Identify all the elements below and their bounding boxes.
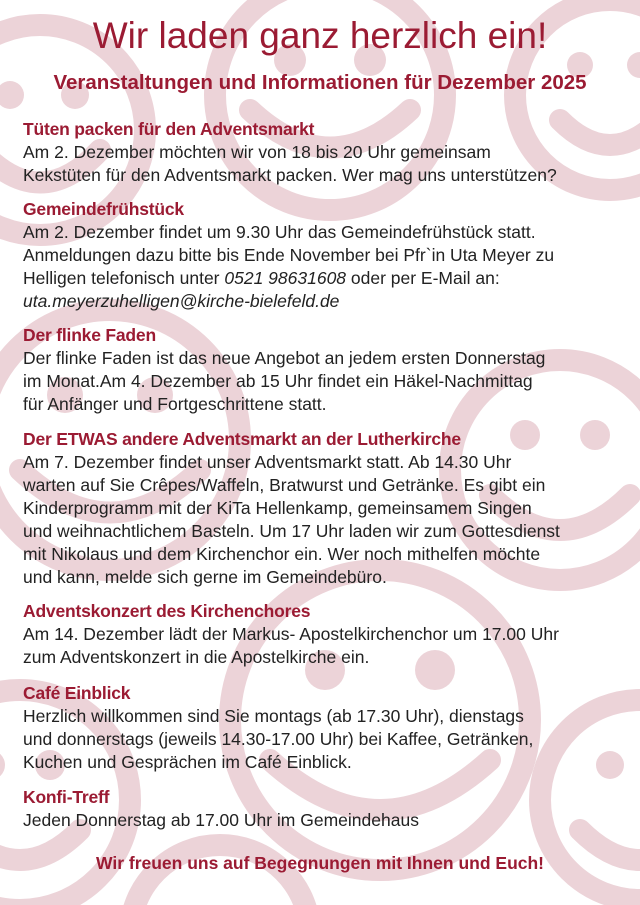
- section-adventsmarkt: [23, 428, 623, 589]
- body-line: Herzlich willkommen sind Sie montags (ab 17.30 Uhr), dienstags: [23, 706, 524, 726]
- closing-line: Wir freuen uns auf Begegnungen mit Ihnen und Euch!: [95, 853, 545, 873]
- section-flinke-faden: [23, 324, 623, 416]
- section-title: Konfi-Treff: [23, 787, 110, 807]
- section-gemeindefruehstueck: [23, 198, 623, 313]
- body-line: und donnerstags (jeweils 14.30-17.00 Uhr) bei Kaffee, Getränken,: [23, 729, 534, 749]
- section-tueten-packen: [23, 118, 623, 187]
- section-body: [23, 809, 623, 832]
- phone-number: 0521 98631608: [224, 268, 347, 288]
- body-line: mit Nikolaus und dem Kirchenchor ein. Wer noch mithelfen möchte: [23, 544, 541, 564]
- body-line: Am 14. Dezember lädt der Markus- Apostelkirchenchor um 17.00 Uhr: [23, 624, 559, 644]
- page-subtitle: Veranstaltungen und Informationen für Dezember 2025: [53, 71, 587, 94]
- section-konfi-treff: [23, 786, 623, 832]
- section-body: [23, 221, 623, 313]
- body-line: warten auf Sie Crêpes/Waffeln, Bratwurst und Getränke. Es gibt ein: [23, 475, 546, 495]
- section-body: [23, 347, 623, 416]
- section-body: [23, 705, 623, 774]
- body-line: zum Adventskonzert in die Apostelkirche ein.: [23, 647, 370, 667]
- body-line: und kann, melde sich gerne im Gemeindebüro.: [23, 567, 387, 587]
- body-line: Kekstüten für den Adventsmarkt packen. Wer mag uns unterstützen?: [23, 165, 557, 185]
- section-body: [23, 451, 623, 589]
- body-text: oder per E-Mail an:: [346, 268, 500, 288]
- body-line: Kinderprogramm mit der KiTa Hellenkamp, gemeinsamem Singen: [23, 498, 532, 518]
- body-line: Am 2. Dezember findet um 9.30 Uhr das Gemeindefrühstück statt.: [23, 222, 536, 242]
- body-line: Am 2. Dezember möchten wir von 18 bis 20 Uhr gemeinsam: [23, 142, 491, 162]
- body-line: Am 7. Dezember findet unser Adventsmarkt statt. Ab 14.30 Uhr: [23, 452, 512, 472]
- body-line: [23, 267, 623, 290]
- email-address: uta.meyerzuhelligen@kirche-bielefeld.de: [23, 291, 340, 311]
- body-line: Jeden Donnerstag ab 17.00 Uhr im Gemeindehaus: [23, 810, 419, 830]
- section-title: Café Einblick: [23, 683, 131, 703]
- section-title: Gemeindefrühstück: [23, 199, 184, 219]
- section-title: Tüten packen für den Adventsmarkt: [23, 119, 315, 139]
- body-line: Anmeldungen dazu bitte bis Ende November bei Pfr`in Uta Meyer zu: [23, 245, 555, 265]
- body-line: für Anfänger und Fortgeschrittene statt.: [23, 394, 327, 414]
- section-title: Der ETWAS andere Adventsmarkt an der Lutherkirche: [23, 429, 461, 449]
- section-title: Der flinke Faden: [23, 325, 156, 345]
- section-body: [23, 623, 623, 669]
- section-adventskonzert: [23, 600, 623, 669]
- page-title: Wir laden ganz herzlich ein!: [92, 15, 548, 56]
- body-line: Kuchen und Gesprächen im Café Einblick.: [23, 752, 352, 772]
- body-line: Der flinke Faden ist das neue Angebot an jedem ersten Donnerstag: [23, 348, 546, 368]
- section-title: Adventskonzert des Kirchenchores: [23, 601, 311, 621]
- body-text: Helligen telefonisch unter: [23, 268, 225, 288]
- section-cafe-einblick: [23, 682, 623, 774]
- body-line: im Monat.Am 4. Dezember ab 15 Uhr findet ein Häkel-Nachmittag: [23, 371, 533, 391]
- section-body: [23, 141, 623, 187]
- body-line: und weihnachtlichem Basteln. Um 17 Uhr laden wir zum Gottesdienst: [23, 521, 560, 541]
